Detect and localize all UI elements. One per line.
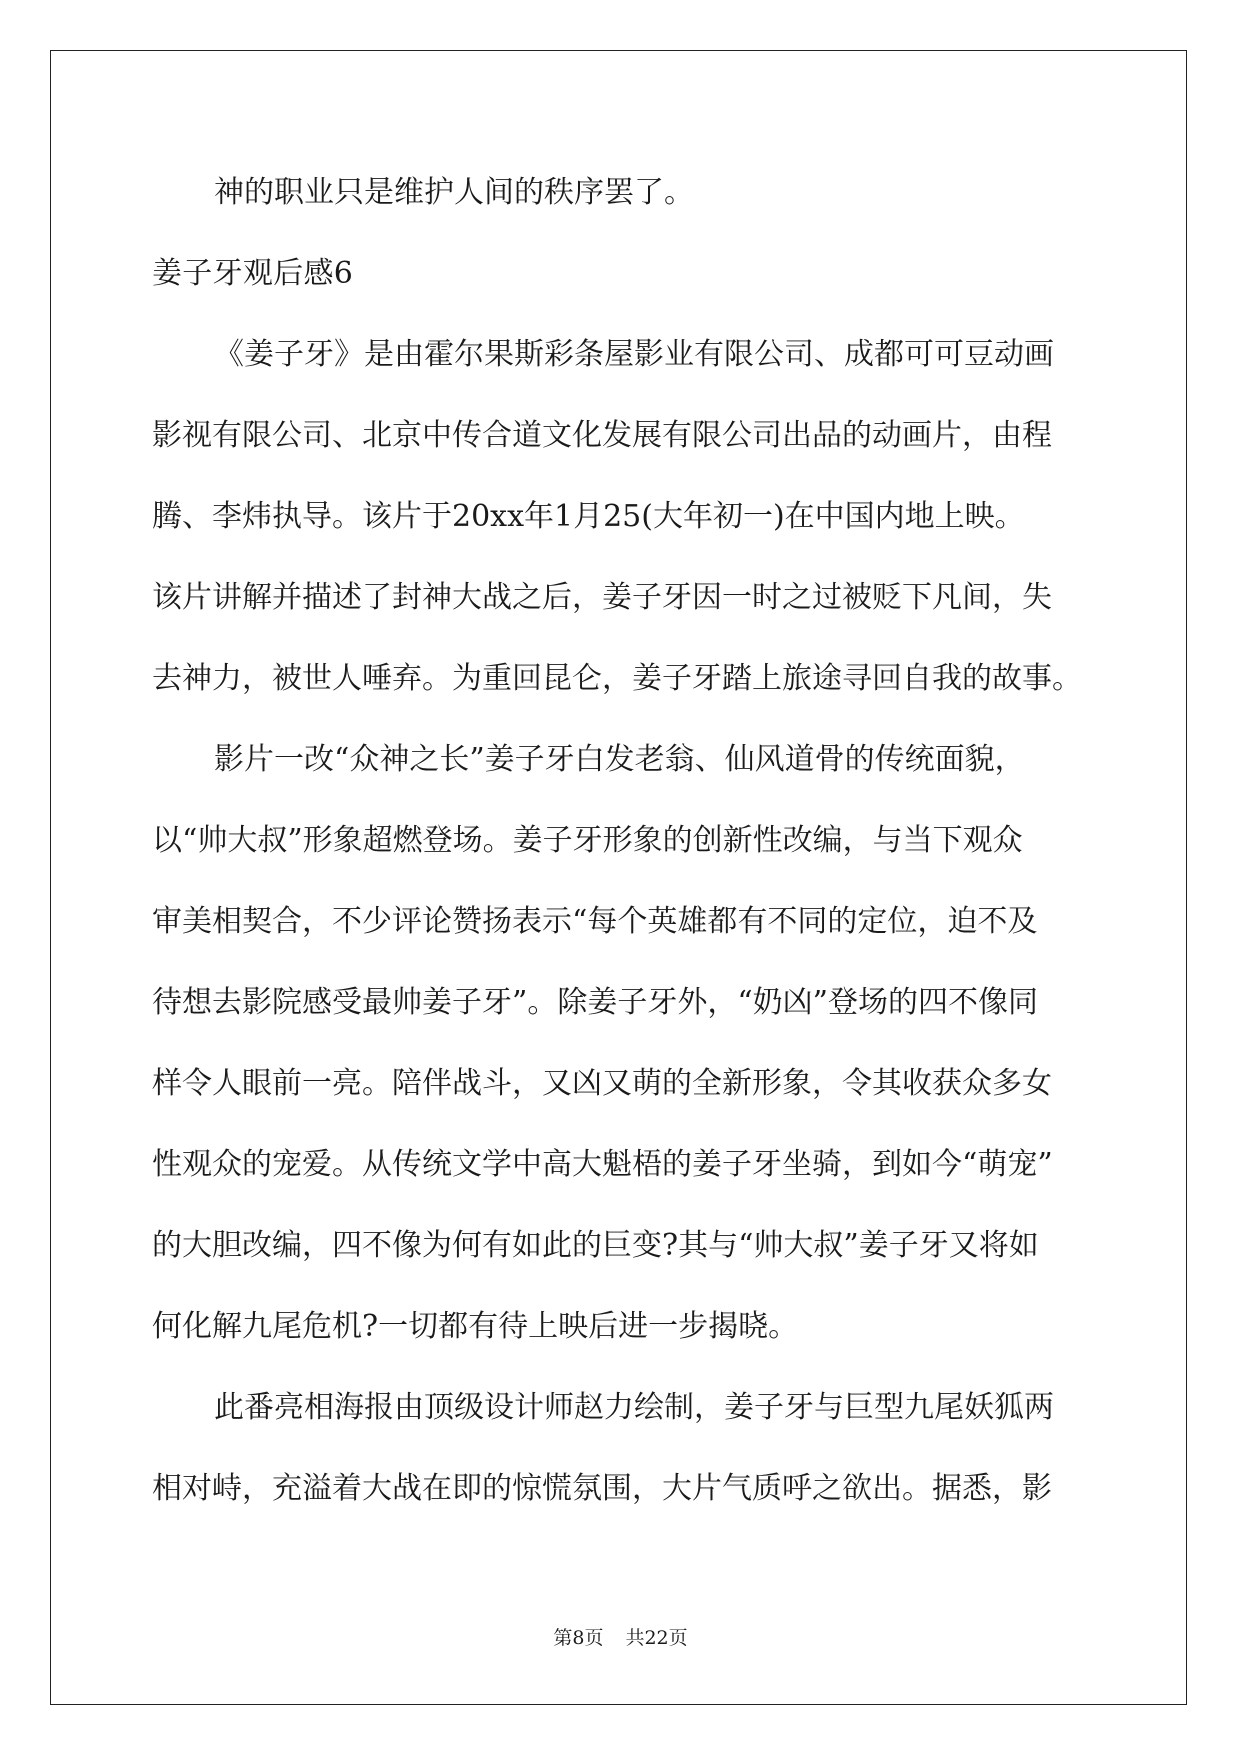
body-line: 以“帅大叔”形象超燃登场。姜子牙形象的创新性改编，与当下观众 <box>152 823 1023 858</box>
body-line: 去神力，被世人唾弃。为重回昆仑，姜子牙踏上旅途寻回自我的故事。 <box>152 661 1082 696</box>
body-line: 《姜子牙》是由霍尔果斯彩条屋影业有限公司、成都可可豆动画 <box>214 337 1054 372</box>
body-line: 性观众的宠爱。从传统文学中高大魁梧的姜子牙坐骑，到如今“萌宠” <box>152 1147 1053 1182</box>
body-line: 样令人眼前一亮。陪伴战斗，又凶又萌的全新形象，令其收获众多女 <box>152 1066 1052 1101</box>
page-total: 共22页 <box>625 1627 688 1649</box>
body-line: 此番亮相海报由顶级设计师赵力绘制，姜子牙与巨型九尾妖狐两 <box>214 1390 1054 1425</box>
body-line: 影片一改“众神之长”姜子牙白发老翁、仙风道骨的传统面貌， <box>214 742 1025 777</box>
document-body <box>152 166 1087 1543</box>
body-line: 审美相契合，不少评论赞扬表示“每个英雄都有不同的定位，迫不及 <box>152 904 1038 939</box>
section-heading: 姜子牙观后感6 <box>152 256 354 291</box>
body-line: 何化解九尾危机?一切都有待上映后进一步揭晓。 <box>152 1309 799 1344</box>
body-line: 待想去影院感受最帅姜子牙”。除姜子牙外，“奶凶”登场的四不像同 <box>152 985 1039 1020</box>
page-footer <box>0 1623 1241 1650</box>
body-line: 的大胆改编，四不像为何有如此的巨变?其与“帅大叔”姜子牙又将如 <box>152 1228 1039 1263</box>
body-line: 相对峙，充溢着大战在即的惊慌氛围，大片气质呼之欲出。据悉，影 <box>152 1471 1052 1506</box>
body-line: 该片讲解并描述了封神大战之后，姜子牙因一时之过被贬下凡间，失 <box>152 580 1052 615</box>
body-line: 腾、李炜执导。该片于20xx年1月25(大年初一)在中国内地上映。 <box>152 499 1025 534</box>
body-line: 影视有限公司、北京中传合道文化发展有限公司出品的动画片，由程 <box>152 418 1052 453</box>
page-number: 第8页 <box>553 1627 604 1649</box>
body-line: 神的职业只是维护人间的秩序罢了。 <box>214 175 694 210</box>
